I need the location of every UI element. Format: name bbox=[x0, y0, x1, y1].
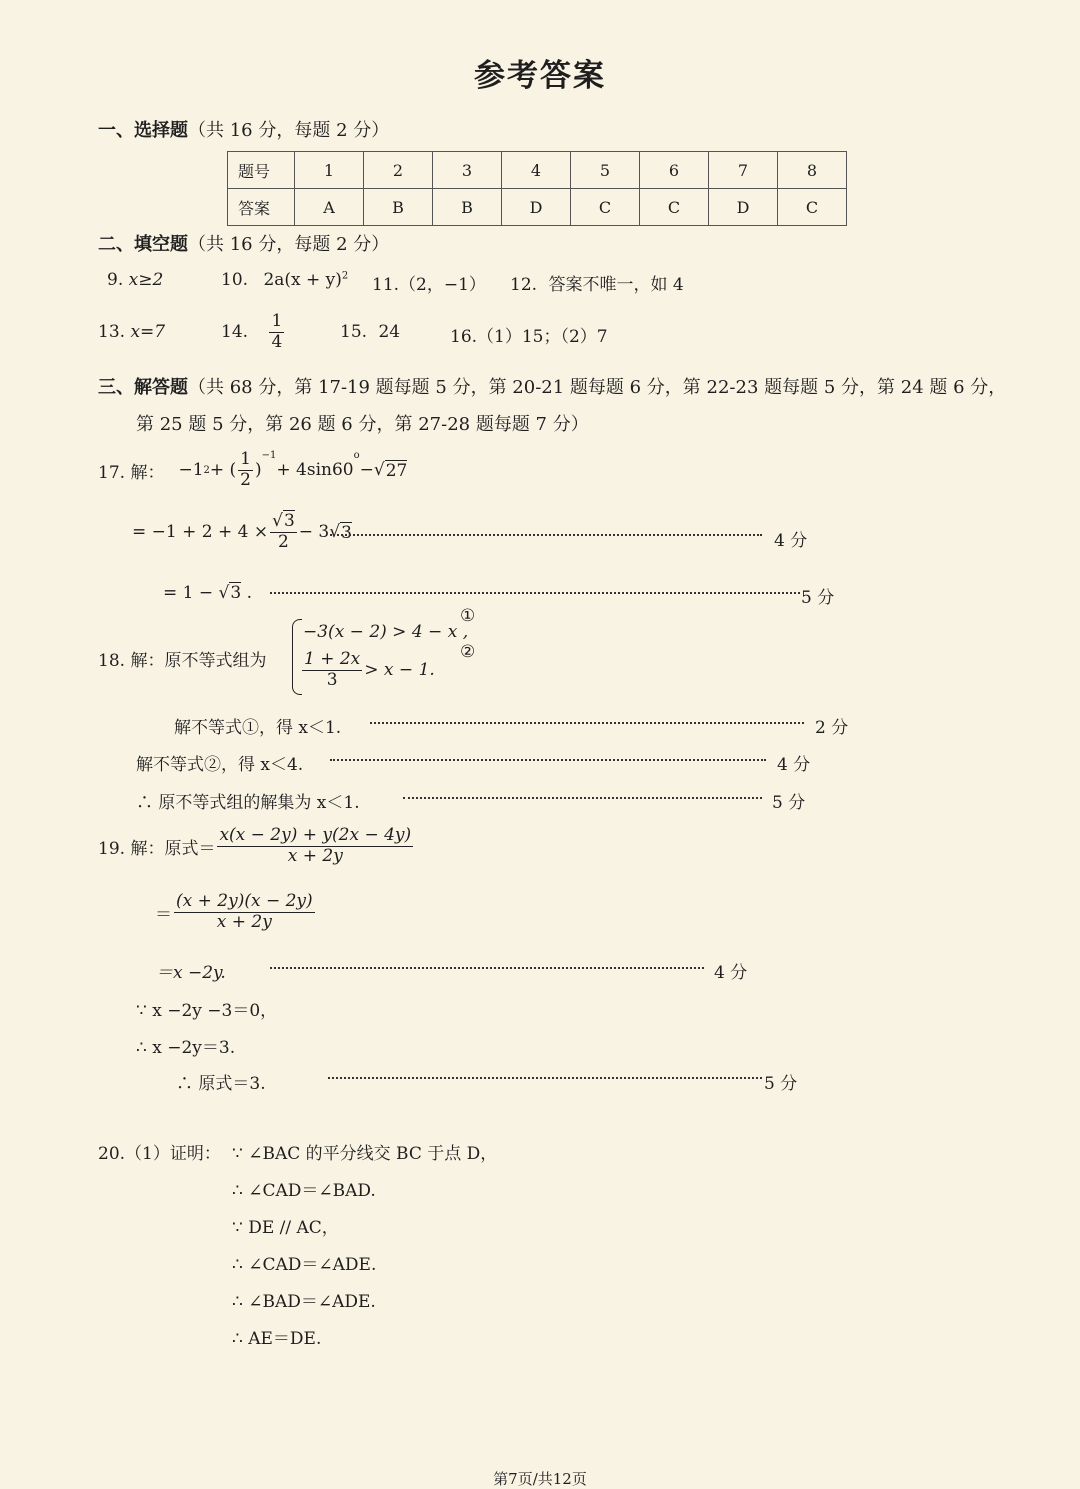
table-row-numbers bbox=[228, 152, 847, 189]
table-cell: C bbox=[571, 189, 640, 226]
fraction-denominator: x + 2y bbox=[216, 911, 272, 932]
fraction-denominator: x + 2y bbox=[287, 845, 343, 866]
question-number: 15. bbox=[340, 322, 368, 342]
section-solve-note-2: 第 25 题 5 分，第 26 题 6 分，第 27-28 题每题 7 分） bbox=[136, 414, 589, 435]
dotted-leader bbox=[403, 797, 762, 799]
sqrt-radicand: 3 bbox=[283, 511, 295, 531]
section-fill-heading bbox=[98, 230, 389, 256]
fill-q15 bbox=[340, 322, 400, 342]
dotted-leader bbox=[370, 722, 804, 724]
math-text: = −1 + 2 + 4 × bbox=[132, 522, 269, 543]
score-label: 2 分 bbox=[815, 718, 849, 738]
math-text: − 3 bbox=[298, 522, 330, 543]
table-cell: C bbox=[640, 189, 709, 226]
marker-circle-2: ② bbox=[460, 642, 476, 662]
fraction-numerator: 1 + 2x bbox=[304, 649, 361, 669]
table-cell: D bbox=[709, 189, 778, 226]
answer-text: 24 bbox=[378, 322, 401, 342]
section-fill-note: （共 16 分，每题 2 分） bbox=[188, 234, 390, 255]
question-label: 19. 解：原式＝ bbox=[98, 838, 216, 859]
answer-text: （1）15；（2）7 bbox=[477, 327, 608, 347]
section-choice-note: （共 16 分，每题 2 分） bbox=[188, 120, 390, 141]
dotted-leader bbox=[328, 1077, 762, 1079]
table-cell: 1 bbox=[295, 152, 364, 189]
fraction-denominator: 4 bbox=[271, 331, 283, 352]
solution-step: 解不等式①，得 x＜1. bbox=[174, 718, 342, 738]
section-solve-note: （共 68 分，第 17-19 题每题 5 分，第 20-21 题每题 6 分，第 22-23 题每题 5 分，第 24 题 6 分， bbox=[188, 377, 1007, 398]
math-fraction bbox=[217, 826, 413, 866]
question-label: 18. 解：原不等式组为 bbox=[98, 651, 267, 671]
inequality-2 bbox=[300, 650, 435, 690]
fill-q13 bbox=[98, 322, 165, 342]
table-cell: D bbox=[502, 189, 571, 226]
fill-q11 bbox=[372, 270, 486, 295]
dotted-leader bbox=[330, 534, 762, 536]
score-label: 4 分 bbox=[774, 531, 808, 551]
question-number: 16. bbox=[450, 327, 478, 347]
solution-step: ∴ x −2y＝3. bbox=[136, 1038, 236, 1058]
score-label: 5 分 bbox=[764, 1074, 798, 1094]
sqrt-radicand: 3 bbox=[341, 522, 352, 543]
answer-text: 答案不唯一，如 4 bbox=[548, 275, 684, 295]
dotted-leader bbox=[270, 592, 800, 594]
q17-line1: 17. 解： −1 2 + ( $\frac{1}{2}$ ) $^{-1}$ + 4sin60 $^o$ − √ 27 bbox=[98, 449, 408, 490]
section-fill-title: 二、填空题 bbox=[98, 234, 188, 255]
section-choice-heading bbox=[98, 116, 389, 142]
math-fraction bbox=[270, 512, 297, 552]
dotted-leader bbox=[330, 759, 766, 761]
question-label: 17. 解： bbox=[98, 462, 165, 483]
proof-step: ∴ ∠BAD＝∠ADE. bbox=[232, 1292, 376, 1312]
q17-line2: = −1 + 2 + 4 × $\frac{√3}{2}$ − 3 √ 3 bbox=[132, 511, 352, 552]
math-text: + ( bbox=[209, 460, 237, 481]
q19-line1 bbox=[98, 826, 415, 866]
question-number: 14. bbox=[221, 322, 249, 343]
fraction-numerator: √3 bbox=[272, 511, 295, 531]
q19-line2 bbox=[155, 892, 317, 932]
fill-q12 bbox=[510, 270, 684, 295]
table-cell: B bbox=[364, 189, 433, 226]
proof-step: ∵ DE // AC， bbox=[232, 1218, 339, 1238]
solution-step: ＝x −2y. bbox=[156, 963, 226, 983]
table-cell: 3 bbox=[433, 152, 502, 189]
answer-text: x=7 bbox=[130, 322, 166, 342]
fraction-numerator: (x + 2y)(x − 2y) bbox=[176, 891, 313, 911]
score-label: 4 分 bbox=[777, 755, 811, 775]
fill-q16 bbox=[450, 322, 608, 347]
table-cell: 5 bbox=[571, 152, 640, 189]
question-number: 10. bbox=[221, 270, 249, 290]
choice-answer-table bbox=[227, 151, 847, 226]
q17-line3: = 1 − √3 . bbox=[163, 583, 252, 603]
fraction-numerator: 1 bbox=[271, 311, 283, 331]
math-text: . bbox=[241, 583, 252, 603]
answer-text: （2，−1） bbox=[399, 275, 486, 295]
question-label: 20.（1）证明： bbox=[98, 1144, 221, 1164]
fill-q14 bbox=[221, 312, 286, 352]
question-number: 9. bbox=[107, 270, 124, 290]
fill-q9 bbox=[107, 270, 163, 290]
math-fraction bbox=[302, 650, 362, 690]
section-solve-title: 三、解答题 bbox=[98, 377, 188, 398]
proof-step: ∴ ∠CAD＝∠BAD. bbox=[232, 1181, 376, 1201]
math-text: + 4sin60 bbox=[276, 460, 354, 481]
score-label: 4 分 bbox=[714, 963, 748, 983]
table-row-answers bbox=[228, 189, 847, 226]
math-text: = 1 − bbox=[163, 583, 219, 603]
table-cell: 4 bbox=[502, 152, 571, 189]
math-text: ＝ bbox=[155, 904, 172, 925]
question-number: 13. bbox=[98, 322, 126, 342]
solution-step: 解不等式②，得 x＜4. bbox=[136, 755, 304, 775]
page-number: 第7页/共12页 bbox=[493, 1470, 587, 1488]
section-solve-note-line2 bbox=[136, 410, 589, 436]
answer-exponent: 2 bbox=[341, 270, 349, 282]
answer-fraction bbox=[269, 312, 284, 352]
answer-text: 2a(x + y) bbox=[263, 270, 342, 290]
math-sup: o bbox=[353, 450, 360, 461]
fraction-numerator: x(x − 2y) + y(2x − 4y) bbox=[219, 825, 412, 845]
section-choice-title: 一、选择题 bbox=[98, 120, 188, 141]
fraction-denominator: 3 bbox=[326, 669, 338, 690]
row-label-answer: 答案 bbox=[228, 189, 295, 226]
solution-step: ∴ 原不等式组的解集为 x＜1. bbox=[136, 793, 360, 813]
answer-text: x≥2 bbox=[128, 270, 164, 290]
question-number: 11. bbox=[372, 275, 400, 295]
fraction-denominator: 2 bbox=[278, 531, 289, 552]
table-cell: 8 bbox=[778, 152, 847, 189]
math-sup: 2 bbox=[203, 464, 210, 476]
proof-step: ∵ ∠BAC 的平分线交 BC 于点 D， bbox=[232, 1144, 498, 1164]
solution-step: ∵ x −2y −3＝0， bbox=[136, 1001, 278, 1021]
math-text: − bbox=[359, 460, 374, 481]
table-cell: C bbox=[778, 189, 847, 226]
proof-step: ∴ AE＝DE. bbox=[232, 1329, 322, 1349]
solution-step: ∴ 原式＝3. bbox=[176, 1074, 266, 1094]
sqrt-sign: √ bbox=[373, 460, 385, 481]
math-text: −1 bbox=[178, 460, 204, 481]
fill-q10 bbox=[221, 270, 348, 290]
marker-circle-1: ① bbox=[460, 606, 476, 626]
inequality-1 bbox=[303, 622, 468, 642]
score-label: 5 分 bbox=[801, 588, 835, 608]
math-fraction bbox=[174, 892, 315, 932]
math-sup: −1 bbox=[261, 450, 277, 461]
sqrt-radicand: 27 bbox=[385, 460, 408, 481]
proof-step: ∴ ∠CAD＝∠ADE. bbox=[232, 1255, 377, 1275]
table-cell: 7 bbox=[709, 152, 778, 189]
math-text: > x − 1. bbox=[364, 660, 435, 681]
section-solve-heading bbox=[98, 373, 1006, 399]
table-cell: B bbox=[433, 189, 502, 226]
table-cell: 6 bbox=[640, 152, 709, 189]
table-cell: 2 bbox=[364, 152, 433, 189]
score-label: 5 分 bbox=[772, 793, 806, 813]
fraction-numerator: 1 bbox=[240, 449, 251, 469]
table-cell: A bbox=[295, 189, 364, 226]
fraction-denominator: 2 bbox=[240, 469, 251, 490]
math-fraction bbox=[238, 450, 253, 490]
math-text: −3(x − 2) > 4 − x , bbox=[303, 622, 469, 642]
dotted-leader bbox=[270, 967, 704, 969]
row-label-number: 题号 bbox=[228, 152, 295, 189]
sqrt-radicand: 3 bbox=[230, 583, 242, 603]
question-number: 12. bbox=[510, 275, 538, 295]
page-title: 参考答案 bbox=[474, 58, 606, 94]
